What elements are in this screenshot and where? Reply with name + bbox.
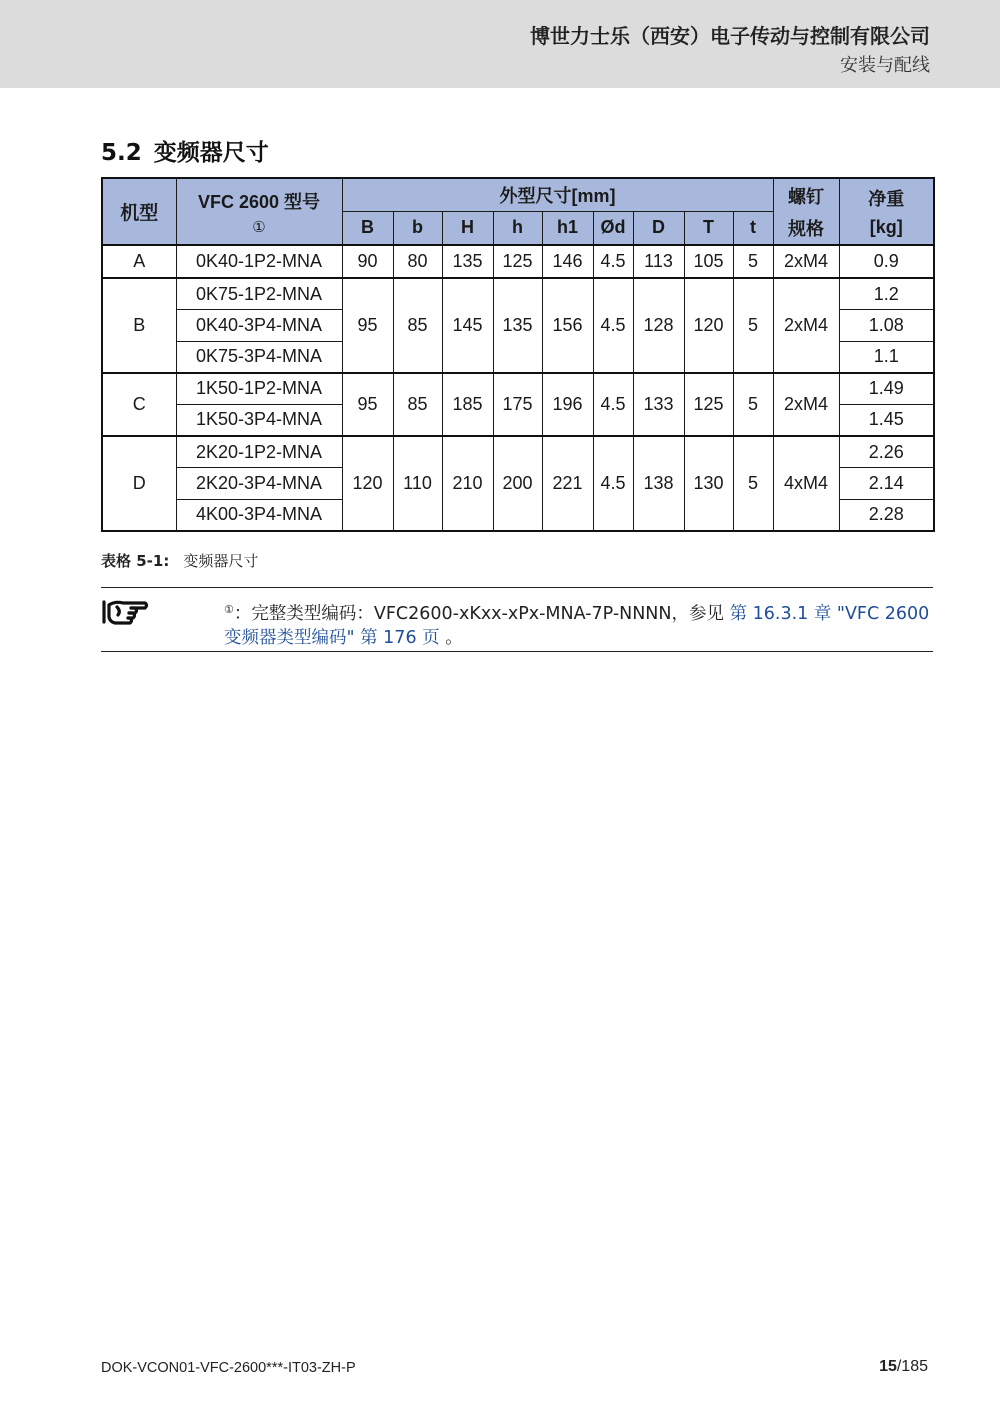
page-current: 15 xyxy=(879,1358,897,1375)
weight-cell: 0.9 xyxy=(839,245,934,278)
dim-cell: 145 xyxy=(442,278,493,373)
table-row xyxy=(102,278,934,310)
dim-cell: 156 xyxy=(542,278,593,373)
weight-cell: 1.49 xyxy=(839,373,934,405)
note-body: ：完整类型编码：VFC2600-xKxx-xPx-MNA-7P-NNNN，参见 xyxy=(233,604,730,624)
note-end: 。 xyxy=(439,628,463,648)
weight-cell: 2.26 xyxy=(839,436,934,468)
header-frame: 机型 xyxy=(102,178,176,245)
frame-cell: D xyxy=(102,436,176,531)
weight-cell: 1.08 xyxy=(839,310,934,342)
page-header xyxy=(0,0,1000,88)
dim-cell: 175 xyxy=(493,373,542,436)
dim-cell: 90 xyxy=(342,245,393,278)
table-header xyxy=(102,178,934,245)
table-body xyxy=(102,245,934,531)
dim-cell: 128 xyxy=(633,278,684,373)
dim-cell: 95 xyxy=(342,278,393,373)
note-text xyxy=(224,598,934,650)
page-number xyxy=(879,1358,928,1376)
dim-cell: 135 xyxy=(493,278,542,373)
note-divider-bottom xyxy=(101,651,933,652)
section-title: 变频器尺寸 xyxy=(153,140,269,166)
table-row xyxy=(102,245,934,278)
frame-cell: C xyxy=(102,373,176,436)
dim-cell: 210 xyxy=(442,436,493,531)
header-dim-D: D xyxy=(633,211,684,245)
frame-cell: B xyxy=(102,278,176,373)
dim-cell: 110 xyxy=(393,436,442,531)
note-divider-top xyxy=(101,587,933,588)
weight-cell: 2.28 xyxy=(839,499,934,531)
pointing-hand-icon xyxy=(101,598,151,626)
dim-cell: 5 xyxy=(733,373,773,436)
dim-cell: 133 xyxy=(633,373,684,436)
dim-cell: 200 xyxy=(493,436,542,531)
cross-reference-link[interactable]: 第 16.3.1 章 "VFC 2600 变频器类型编码" 第 176 页 xyxy=(224,604,930,648)
dimensions-table xyxy=(101,177,935,532)
header-screw-line1: 螺钉 xyxy=(788,186,824,207)
dim-cell: 4.5 xyxy=(593,373,633,436)
dim-cell: 85 xyxy=(393,373,442,436)
table-caption xyxy=(101,550,258,571)
model-cell: 0K40-1P2-MNA xyxy=(176,245,342,278)
frame-cell: A xyxy=(102,245,176,278)
dim-cell: 125 xyxy=(493,245,542,278)
screw-cell: 2xM4 xyxy=(773,373,839,436)
weight-cell: 1.2 xyxy=(839,278,934,310)
dim-cell: 4.5 xyxy=(593,436,633,531)
header-dim-h: h xyxy=(493,211,542,245)
table-row xyxy=(102,436,934,468)
screw-cell: 2xM4 xyxy=(773,245,839,278)
dim-cell: 221 xyxy=(542,436,593,531)
dim-cell: 5 xyxy=(733,436,773,531)
model-cell: 0K75-3P4-MNA xyxy=(176,341,342,373)
header-dim-H: H xyxy=(442,211,493,245)
model-cell: 2K20-3P4-MNA xyxy=(176,468,342,500)
dim-cell: 85 xyxy=(393,278,442,373)
dim-cell: 4.5 xyxy=(593,245,633,278)
header-weight xyxy=(839,178,934,245)
weight-cell: 1.45 xyxy=(839,404,934,436)
weight-cell: 1.1 xyxy=(839,341,934,373)
header-model xyxy=(176,178,342,245)
model-cell: 1K50-3P4-MNA xyxy=(176,404,342,436)
dim-cell: 125 xyxy=(684,373,733,436)
dim-cell: 130 xyxy=(684,436,733,531)
header-dim-B: B xyxy=(342,211,393,245)
header-screw xyxy=(773,178,839,245)
screw-cell: 4xM4 xyxy=(773,436,839,531)
caption-label: 表格 5-1: xyxy=(101,552,170,570)
model-cell: 1K50-1P2-MNA xyxy=(176,373,342,405)
header-dim-t: t xyxy=(733,211,773,245)
company-name: 博世力士乐（西安）电子传动与控制有限公司 xyxy=(530,24,930,48)
header-dim-h1: h1 xyxy=(542,211,593,245)
header-dim-od: Ød xyxy=(593,211,633,245)
dim-cell: 80 xyxy=(393,245,442,278)
dim-cell: 105 xyxy=(684,245,733,278)
dim-cell: 5 xyxy=(733,245,773,278)
header-dim-T: T xyxy=(684,211,733,245)
caption-text: 变频器尺寸 xyxy=(183,552,259,570)
header-dimensions-group: 外型尺寸[mm] xyxy=(342,178,773,211)
dim-cell: 5 xyxy=(733,278,773,373)
header-weight-line1: 净重 xyxy=(868,189,905,209)
screw-cell: 2xM4 xyxy=(773,278,839,373)
dim-cell: 196 xyxy=(542,373,593,436)
table-row xyxy=(102,373,934,405)
model-cell: 0K75-1P2-MNA xyxy=(176,278,342,310)
document-id: DOK-VCON01-VFC-2600***-IT03-ZH-P xyxy=(101,1360,356,1376)
dim-cell: 120 xyxy=(342,436,393,531)
model-cell: 0K40-3P4-MNA xyxy=(176,310,342,342)
model-cell: 2K20-1P2-MNA xyxy=(176,436,342,468)
dim-cell: 185 xyxy=(442,373,493,436)
header-weight-line2: [kg] xyxy=(869,217,903,237)
dim-cell: 135 xyxy=(442,245,493,278)
dim-cell: 4.5 xyxy=(593,278,633,373)
dim-cell: 113 xyxy=(633,245,684,278)
weight-cell: 2.14 xyxy=(839,468,934,500)
page-total: /185 xyxy=(896,1358,928,1375)
dim-cell: 138 xyxy=(633,436,684,531)
chapter-title: 安装与配线 xyxy=(840,55,930,76)
header-model-line2: ① xyxy=(252,218,266,236)
dim-cell: 146 xyxy=(542,245,593,278)
model-cell: 4K00-3P4-MNA xyxy=(176,499,342,531)
section-heading xyxy=(101,134,269,167)
dim-cell: 95 xyxy=(342,373,393,436)
header-dim-b: b xyxy=(393,211,442,245)
note-marker: ① xyxy=(224,603,234,616)
header-model-line1: VFC 2600 型号 xyxy=(197,191,321,212)
dim-cell: 120 xyxy=(684,278,733,373)
header-screw-line2: 规格 xyxy=(788,218,824,239)
section-number: 5.2 xyxy=(101,140,142,166)
